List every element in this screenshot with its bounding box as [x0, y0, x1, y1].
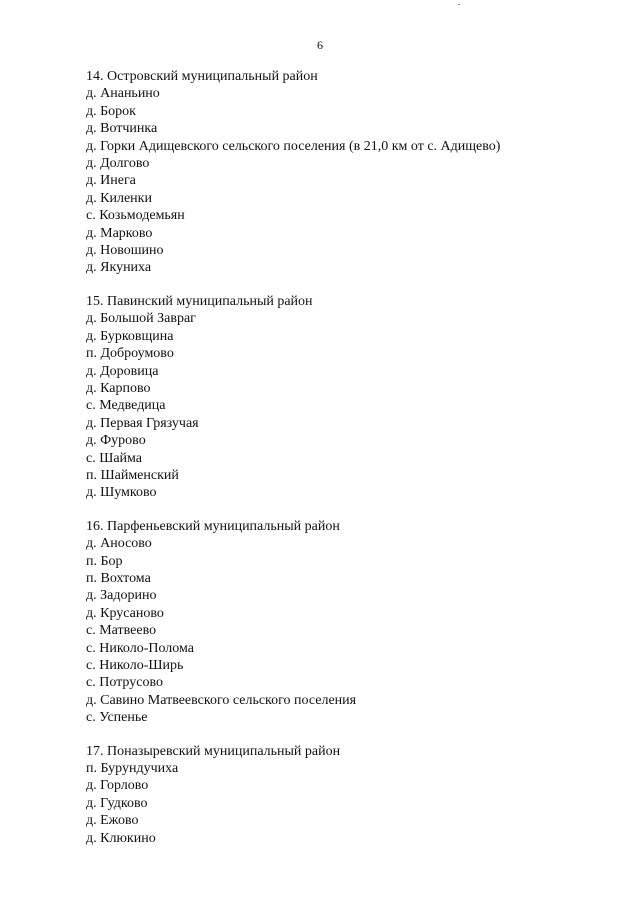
- settlement-item: д. Клюкино: [86, 830, 156, 846]
- settlement-item: с. Потрусово: [86, 675, 163, 691]
- settlement-item: д. Якуниха: [86, 260, 152, 276]
- settlement-item: п. Вохтома: [86, 570, 151, 586]
- settlement-item: с. Матвеево: [86, 623, 157, 639]
- settlement-item: д. Долгово: [86, 156, 150, 172]
- settlement-item: с. Козьмодемьян: [86, 208, 185, 224]
- settlement-item: с. Медведица: [86, 398, 166, 414]
- settlement-item: д. Большой Завраг: [86, 311, 196, 327]
- district-heading: 17. Поназыревский муниципальный район: [86, 743, 341, 759]
- district-section: [86, 68, 606, 277]
- settlement-item: п. Бурундучиха: [86, 761, 179, 777]
- document-body: [86, 68, 606, 863]
- settlement-item: с. Николо-Ширь: [86, 658, 184, 673]
- settlement-item: д. Задорино: [86, 588, 157, 604]
- district-heading: 14. Островский муниципальный район: [86, 69, 318, 84]
- settlement-item: д. Доровица: [86, 363, 159, 379]
- settlement-item: д. Шумково: [86, 485, 157, 501]
- settlement-item: п. Доброумово: [86, 346, 174, 362]
- settlement-item: д. Карпово: [86, 380, 151, 396]
- district-section: [86, 293, 606, 502]
- district-heading: 15. Павинский муниципальный район: [86, 293, 313, 309]
- settlement-item: д. Новошино: [86, 243, 164, 259]
- settlement-item: с. Успенье: [86, 710, 148, 726]
- settlement-item: д. Аносово: [86, 536, 152, 552]
- settlement-item: д. Ежово: [86, 813, 139, 829]
- settlement-item: п. Бор: [86, 553, 123, 569]
- settlement-item: с. Николо-Полома: [86, 640, 194, 656]
- settlement-item: д. Савино Матвеевского сельского поселения: [86, 692, 357, 708]
- settlement-item: д. Киленки: [86, 190, 152, 206]
- scan-artifact: [458, 4, 460, 5]
- settlement-item: д. Гудково: [86, 795, 148, 811]
- settlement-item: д. Вотчинка: [86, 121, 158, 137]
- district-section: [86, 743, 606, 847]
- page-number: 6: [317, 38, 323, 52]
- settlement-item: д. Инега: [86, 173, 136, 189]
- settlement-item: д. Первая Грязучая: [86, 415, 199, 431]
- settlement-item: д. Ананьино: [86, 86, 160, 102]
- settlement-item: д. Горлово: [86, 778, 149, 794]
- settlement-item: д. Борок: [86, 103, 136, 119]
- district-heading: 16. Парфеньевский муниципальный район: [86, 518, 340, 534]
- settlement-item: д. Бурковщина: [86, 328, 174, 344]
- settlement-item: д. Крусаново: [86, 605, 164, 621]
- settlement-item: с. Шайма: [86, 450, 143, 466]
- settlement-item: д. Фурово: [86, 433, 146, 449]
- settlement-item: п. Шайменский: [86, 467, 179, 483]
- settlement-item: д. Горки Адищевского сельского поселения (в 21,0 км от с. Адищево): [86, 138, 501, 154]
- settlement-item: д. Марково: [86, 225, 153, 241]
- district-section: [86, 518, 606, 727]
